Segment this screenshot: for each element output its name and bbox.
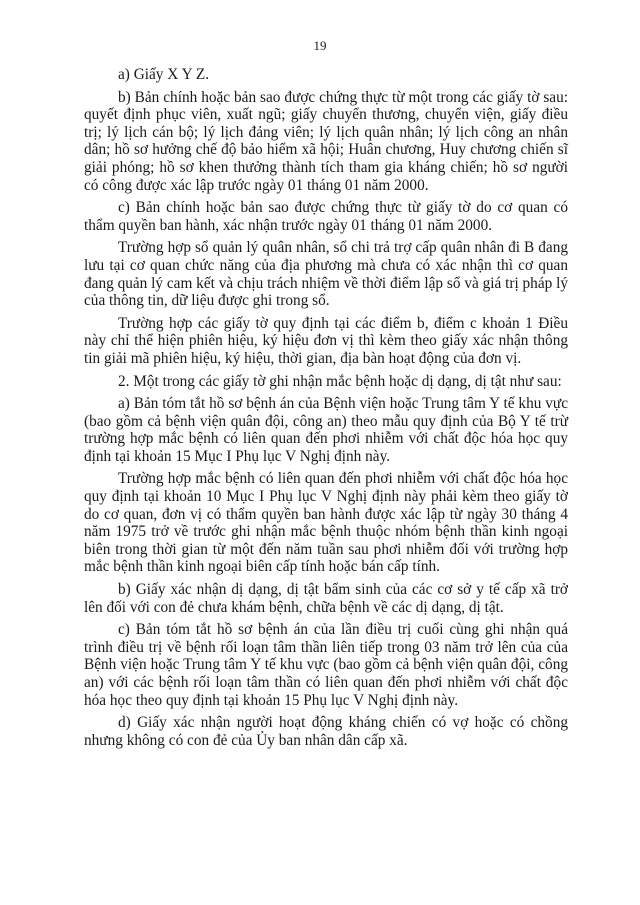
- paragraph-2c: c) Bản tóm tắt hồ sơ bệnh án của lần điều trị cuối cùng ghi nhận quá trình điều trị về bệnh rối loạn tâm thần liên tiếp trong 03 năm trở lên của của Bệnh viện hoặc Trung tâm Y tế khu vực (bao gồm cả bệnh viện quân đội, công an) với các bệnh rối loạn tâm thần có liên quan đến phơi nhiễm với chất độc hóa học theo quy định tại khoản 15 Phụ lục V Nghị định này.: [84, 621, 568, 709]
- paragraph-military-book-case: Trường hợp sổ quản lý quân nhân, sổ chi trả trợ cấp quân nhân đi B đang lưu tại cơ quan chức năng của địa phương mà chưa có xác nhận thì cơ quan đang quản lý cam kết và chịu trách nhiệm về thời điểm lập sổ và giá trị pháp lý của thông tin, dữ liệu được ghi trong sổ.: [84, 239, 568, 310]
- document-body: [84, 66, 568, 754]
- paragraph-2a: a) Bản tóm tắt hồ sơ bệnh án của Bệnh viện hoặc Trung tâm Y tế khu vực (bao gồm cả bệnh viện quân đội, công an) theo mẫu quy định của Bộ Y tế trừ trường hợp mắc bệnh có liên quan đến phơi nhiễm với chất độc hóa học quy định tại khoản 15 Mục I Phụ lục V Nghị định này.: [84, 395, 568, 465]
- paragraph-unit-code-case: Trường hợp các giấy tờ quy định tại các điểm b, điểm c khoản 1 Điều này chỉ thể hiện phiên hiệu, ký hiệu đơn vị thì kèm theo giấy xác nhận thông tin giải mã phiên hiệu, ký hiệu, thời gian, địa bàn hoạt động của đơn vị.: [84, 314, 568, 367]
- paragraph-1b: b) Bản chính hoặc bản sao được chứng thực từ một trong các giấy tờ sau: quyết định phục viên, xuất ngũ; giấy chuyển thương, chuyển viện, giấy điều trị; lý lịch cán bộ; lý lịch đảng viên; lý lịch quân nhân; lý lịch công an nhân dân; hồ sơ hưởng chế độ bảo hiểm xã hội; Huân chương, Huy chương chiến sĩ giải phóng; hồ sơ khen thưởng thành tích tham gia kháng chiến; hồ sơ người có công được xác lập trước ngày 01 tháng 01 năm 2000.: [84, 88, 568, 194]
- paragraph-2d: d) Giấy xác nhận người hoạt động kháng chiến có vợ hoặc có chồng nhưng không có con đẻ của Ủy ban nhân dân cấp xã.: [84, 714, 568, 749]
- paragraph-toxic-exposure-case: Trường hợp mắc bệnh có liên quan đến phơi nhiễm với chất độc hóa học quy định tại khoản 10 Mục I Phụ lục V Nghị định này phải kèm theo giấy tờ do cơ quan, đơn vị có thẩm quyền ban hành được xác lập từ ngày 30 tháng 4 năm 1975 trở về trước ghi nhận mắc bệnh thuộc nhóm bệnh thần kinh ngoại biên trong thời gian từ một đến năm tuần sau phơi nhiễm đối với trường hợp mắc bệnh thần kinh ngoại biên cấp tính hoặc bán cấp tính.: [84, 470, 568, 576]
- paragraph-section-2: 2. Một trong các giấy tờ ghi nhận mắc bệnh hoặc dị dạng, dị tật như sau:: [118, 372, 562, 390]
- paragraph-1c: c) Bản chính hoặc bản sao được chứng thực từ giấy tờ do cơ quan có thẩm quyền ban hành, xác nhận trước ngày 01 tháng 01 năm 2000.: [84, 199, 568, 234]
- page-number: 19: [313, 38, 327, 53]
- paragraph-1a: a) Giấy X Y Z.: [118, 66, 210, 83]
- paragraph-2b: b) Giấy xác nhận dị dạng, dị tật bẩm sinh của các cơ sở y tế cấp xã trở lên đối với con đẻ chưa khám bệnh, chữa bệnh về các dị dạng, dị tật.: [84, 581, 568, 616]
